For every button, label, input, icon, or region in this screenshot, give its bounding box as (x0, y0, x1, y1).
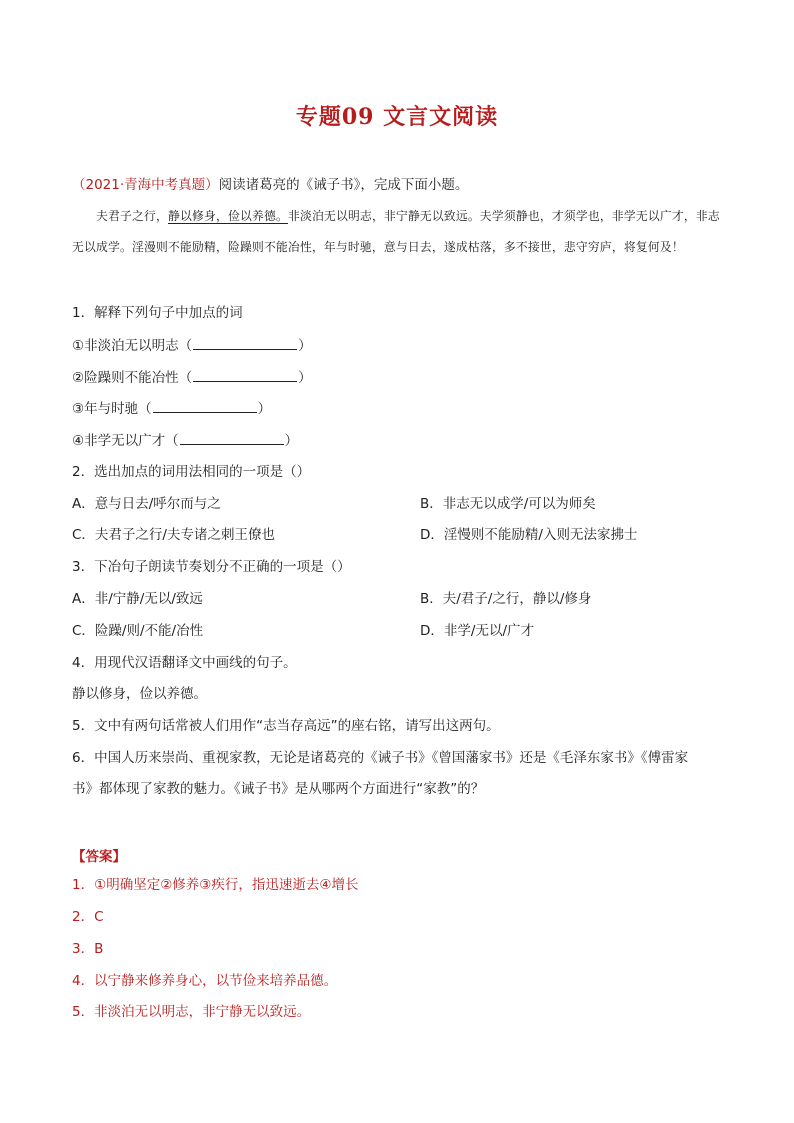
option-a[interactable]: A．非/宁静/无以/致远 (72, 591, 203, 607)
q1-item: ②险躁则不能冶性（ ） (72, 370, 312, 386)
option-b[interactable]: B．夫/君子/之行，静以/修身 (420, 591, 592, 607)
q3-options-row-2 (72, 622, 722, 640)
q6-stem (72, 743, 722, 805)
answer-3: 3．B (72, 941, 104, 957)
answer-blank[interactable] (153, 399, 257, 413)
option-d[interactable]: D．淫慢则不能励精/入则无法家拂士 (420, 527, 638, 543)
intro-text: 阅读诸葛亮的《诫子书》，完成下面小题。 (218, 177, 469, 193)
q2-options-row-1 (72, 495, 722, 513)
answer-2: 2．C (72, 909, 104, 925)
answer-5: 5．非淡泊无以明志，非宁静无以致远。 (72, 1004, 311, 1020)
question-source: （2021·青海中考真题） (72, 177, 219, 193)
option-c[interactable]: C．险躁/则/不能/冶性 (72, 623, 204, 639)
option-b[interactable]: B．非志无以成学/可以为师矣 (420, 496, 596, 512)
q2-stem: 2．选出加点的词用法相同的一项是（） (72, 464, 311, 480)
underlined-sentence: 静以修身，俭以养德。 (167, 209, 288, 223)
answer-blank[interactable] (193, 336, 297, 350)
q1-item: ④非学无以广才（ ） (72, 433, 299, 449)
q1-stem: 1．解释下列句子中加点的词 (72, 305, 243, 321)
passage (72, 201, 720, 263)
page-title: 专题09 文言文阅读 (295, 104, 499, 130)
option-d[interactable]: D．非学/无以/广才 (420, 623, 534, 639)
answer-blank[interactable] (193, 368, 297, 382)
passage-start: 夫君子之行， (96, 209, 168, 223)
answer-heading: 【答案】 (72, 849, 126, 865)
answer-1: 1．①明确坚定②修养③疾行，指迅速逝去④增长 (72, 877, 359, 893)
q4-stem: 4．用现代汉语翻译文中画线的句子。 (72, 655, 297, 671)
q2-options-row-2 (72, 526, 722, 544)
q6-line: 6．中国人历来崇尚、重视家教，无论是诸葛亮的《诫子书》《曾国藩家书》还是《毛泽东家书》《傅雷家 (72, 750, 689, 766)
option-a[interactable]: A．意与日去/呼尔而与之 (72, 496, 221, 512)
answer-4: 4．以宁静来修养身心，以节俭来培养品德。 (72, 973, 338, 989)
q6-line: 书》都体现了家教的魅力。《诫子书》是从哪两个方面进行“家教”的？ (72, 781, 485, 797)
q5-stem: 5．文中有两句话常被人们用作“志当存高远”的座右铭，请写出这两句。 (72, 718, 500, 734)
q4-sentence: 静以修身，俭以养德。 (72, 686, 207, 702)
intro-line (72, 176, 468, 194)
q3-options-row-1 (72, 590, 722, 608)
option-c[interactable]: C．夫君子之行/夫专诸之刺王僚也 (72, 527, 275, 543)
q3-stem: 3．下冶句子朗读节奏划分不正确的一项是（） (72, 559, 351, 575)
passage-rest: 非淡泊无以明志，非宁静无以致远。夫学须静也，才须学也，非学无以广才，非志无以成学。淫漫则不能励精，险躁则不能冶性，年与时驰，意与日去，遂成枯落，多不接世，悲守穷庐，将复何及！ (72, 209, 720, 254)
q1-item: ①非淡泊无以明志（ ） (72, 338, 312, 354)
q1-item: ③年与时驰（ ） (72, 401, 272, 417)
answer-blank[interactable] (180, 431, 284, 445)
